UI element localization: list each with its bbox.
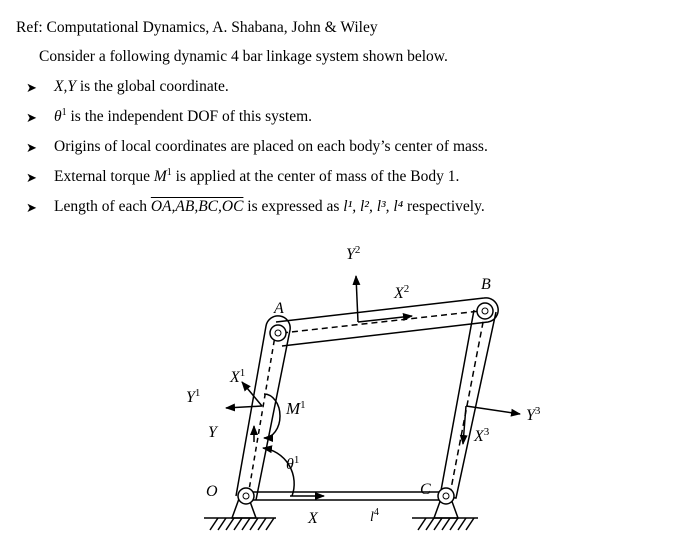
reference-line: Ref: Computational Dynamics, A. Shabana, John & Wiley bbox=[16, 19, 378, 36]
bullet-arrow-icon: ➤ bbox=[26, 140, 37, 155]
label-c: C bbox=[420, 481, 431, 498]
bullet-item: ➤ Length of each OA,AB,BC,OC is expressed as l¹, l², l³, l⁴ respectively. bbox=[26, 198, 488, 228]
y2-axis-arrow bbox=[356, 276, 358, 322]
label-y3: $Y^3$ bbox=[526, 405, 541, 424]
label-o: O bbox=[206, 483, 218, 500]
label-m1: $M^1$ bbox=[286, 399, 306, 418]
link-ab bbox=[276, 298, 498, 346]
ground-left bbox=[204, 518, 276, 530]
bullet-arrow-icon: ➤ bbox=[26, 110, 37, 125]
label-y2: $Y^2$ bbox=[346, 244, 361, 263]
link-bc bbox=[440, 310, 496, 498]
joint-c bbox=[438, 488, 454, 504]
intro-line: Consider a following dynamic 4 bar linkage system shown below. bbox=[39, 48, 448, 65]
y1-axis-arrow bbox=[226, 406, 262, 408]
link-oc bbox=[246, 492, 446, 500]
bullet-item: ➤ $\theta^1$ is the independent DOF of this system. bbox=[26, 108, 488, 138]
torque-m1-arrow bbox=[264, 394, 280, 438]
bullet-item: ➤ Origins of local coordinates are placed on each body’s center of mass. bbox=[26, 138, 488, 168]
link-oa bbox=[236, 316, 290, 500]
bullet-arrow-icon: ➤ bbox=[26, 200, 37, 215]
label-x3: $X^3$ bbox=[474, 426, 490, 445]
label-x2: $X^2$ bbox=[394, 283, 410, 302]
label-b: B bbox=[481, 276, 491, 293]
bullet-item: ➤ X,Y is the global coordinate. bbox=[26, 78, 488, 108]
label-x1: $X^1$ bbox=[230, 367, 246, 386]
ground-right bbox=[412, 518, 478, 530]
bullet-arrow-icon: ➤ bbox=[26, 170, 37, 185]
label-global-y: Y bbox=[208, 424, 217, 441]
joint-b bbox=[477, 303, 493, 319]
joint-o bbox=[238, 488, 254, 504]
label-theta1: $\theta^1$ bbox=[286, 454, 300, 473]
bullet-arrow-icon: ➤ bbox=[26, 80, 37, 95]
joint-a bbox=[270, 325, 286, 341]
bullet-item: ➤ External torque $M^1$ is applied at the center of mass of the Body 1. bbox=[26, 168, 488, 198]
label-global-x: X bbox=[308, 510, 318, 527]
label-y1: $Y^1$ bbox=[186, 387, 201, 406]
label-a: A bbox=[274, 300, 284, 317]
label-l4: $l^4$ bbox=[370, 507, 379, 525]
